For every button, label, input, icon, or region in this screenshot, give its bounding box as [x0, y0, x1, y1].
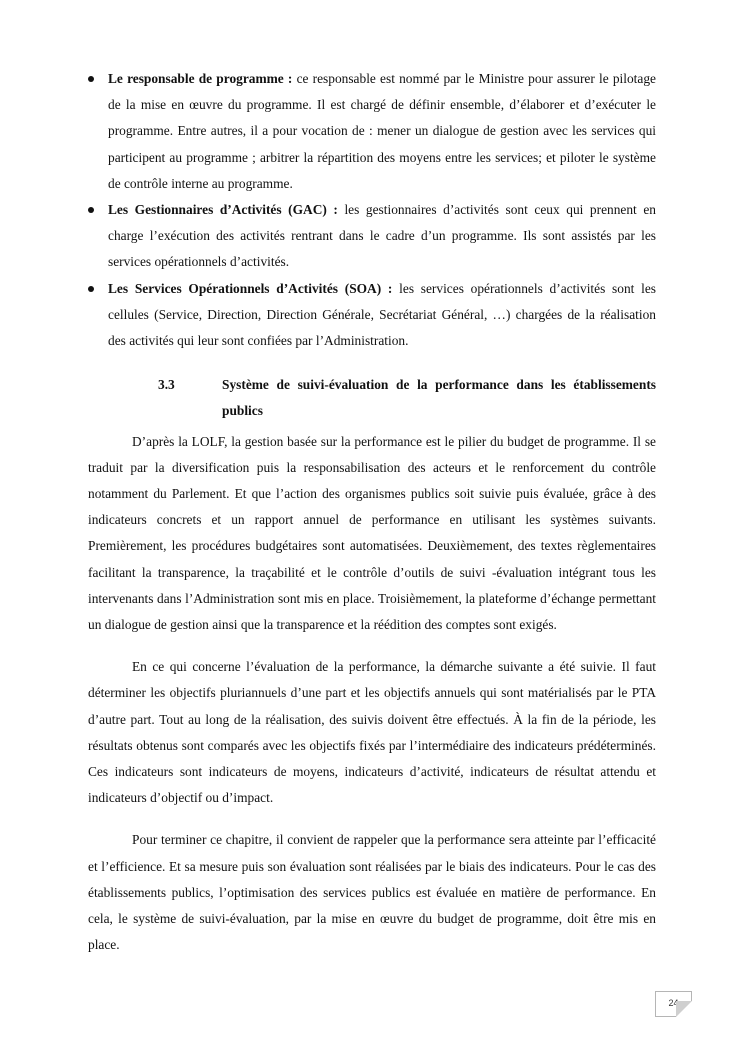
bullet-term: Le responsable de programme : — [108, 71, 293, 86]
bullet-dot-icon — [88, 207, 94, 213]
bullet-text: ce responsable est nommé par le Ministre pour assurer le pilotage de la mise en œuvre du programme. Il est chargé de définir ensemble, d’élaborer et d’exécuter le programme. Entre autres, il a pour vocation de : mener un dialogue de gestion avec les services qui participent au programme ; arbitrer la répartition des moyens entre les services; et piloter le système de contrôle interne au programme. — [108, 71, 656, 191]
page-curl-icon — [676, 1001, 692, 1017]
bullet-item-soa — [88, 276, 656, 355]
paragraph-lolf: D’après la LOLF, la gestion basée sur la performance est le pilier du budget de programme. Il se traduit par la diversification puis la responsabilisation des acteurs et le renforcement du contrôle notamment du Parlement. Et que l’action des organismes publics soit suivie puis évaluée, grâce à des indicateurs concrets et un rapport annuel de performance en utilisant les systèmes suivants. Premièrement, les procédures budgétaires sont automatisées. Deuxièmement, des textes règlementaires facilitant la transparence, la traçabilité et le contrôle d’outils de suivi -évaluation intégrant tous les intervenants dans l’Administration sont mis en place. Troisièmement, la plateforme d’échange permettant un dialogue de gestion ainsi que la transparence et la réédition des comptes sont exigés. — [88, 433, 656, 633]
document-page — [88, 66, 656, 959]
paragraph-conclusion: Pour terminer ce chapitre, il convient de rappeler que la performance sera atteinte par l’efficacité et l’efficience. Et sa mesure puis son évaluation sont réalisées par le biais des indicateurs. Pour le cas des établissements publics, l’optimisation des services publics est évaluée en matière de performance. En cela, le système de suivi-évaluation, par la mise en œuvre du budget de programme, doit être mis en place. — [88, 832, 656, 953]
paragraph-evaluation: En ce qui concerne l’évaluation de la performance, la démarche suivante a été suivie. Il faut déterminer les objectifs pluriannuels d’une part et les objectifs annuels qui sont matérialisés par le PTA d’autre part. Tout au long de la réalisation, des suivis doivent être effectués. À la fin de la période, les résultats obtenus sont comparés avec les objectifs fixés par l’intermédiaire des indicateurs prédéterminés. Ces indicateurs sont indicateurs de moyens, indicateurs d’activité, indicateurs de résultat attendu et indicateurs d’objectif ou d’impact. — [88, 659, 656, 806]
bullet-term: Les Services Opérationnels d’Activités (SOA) : — [108, 280, 393, 296]
section-heading — [88, 372, 656, 424]
bullet-dot-icon — [88, 76, 94, 82]
section-title: Système de suivi-évaluation de la performance dans les établissements publics — [222, 377, 656, 419]
section-number: 3.3 — [158, 377, 175, 393]
page-number-box — [655, 991, 692, 1017]
page-number: 24 — [668, 998, 679, 1008]
bullet-list — [88, 66, 656, 354]
bullet-item-responsable — [88, 66, 656, 197]
bullet-item-gac — [88, 197, 656, 276]
bullet-term: Les Gestionnaires d’Activités (GAC) : — [108, 202, 338, 218]
bullet-dot-icon — [88, 286, 94, 292]
bullet-text: les gestionnaires d’activités sont ceux qui prennent en charge l’exécution des activités rentrant dans le cadre d’un programme. Ils sont assistés par les services opérationnels d’activités. — [108, 202, 656, 270]
bullet-text: les services opérationnels d’activités sont les cellules (Service, Direction, Direction Générale, Secrétariat Général, …) chargées de la réalisation des activités qui leur sont confiées par l’Administration. — [108, 280, 656, 349]
